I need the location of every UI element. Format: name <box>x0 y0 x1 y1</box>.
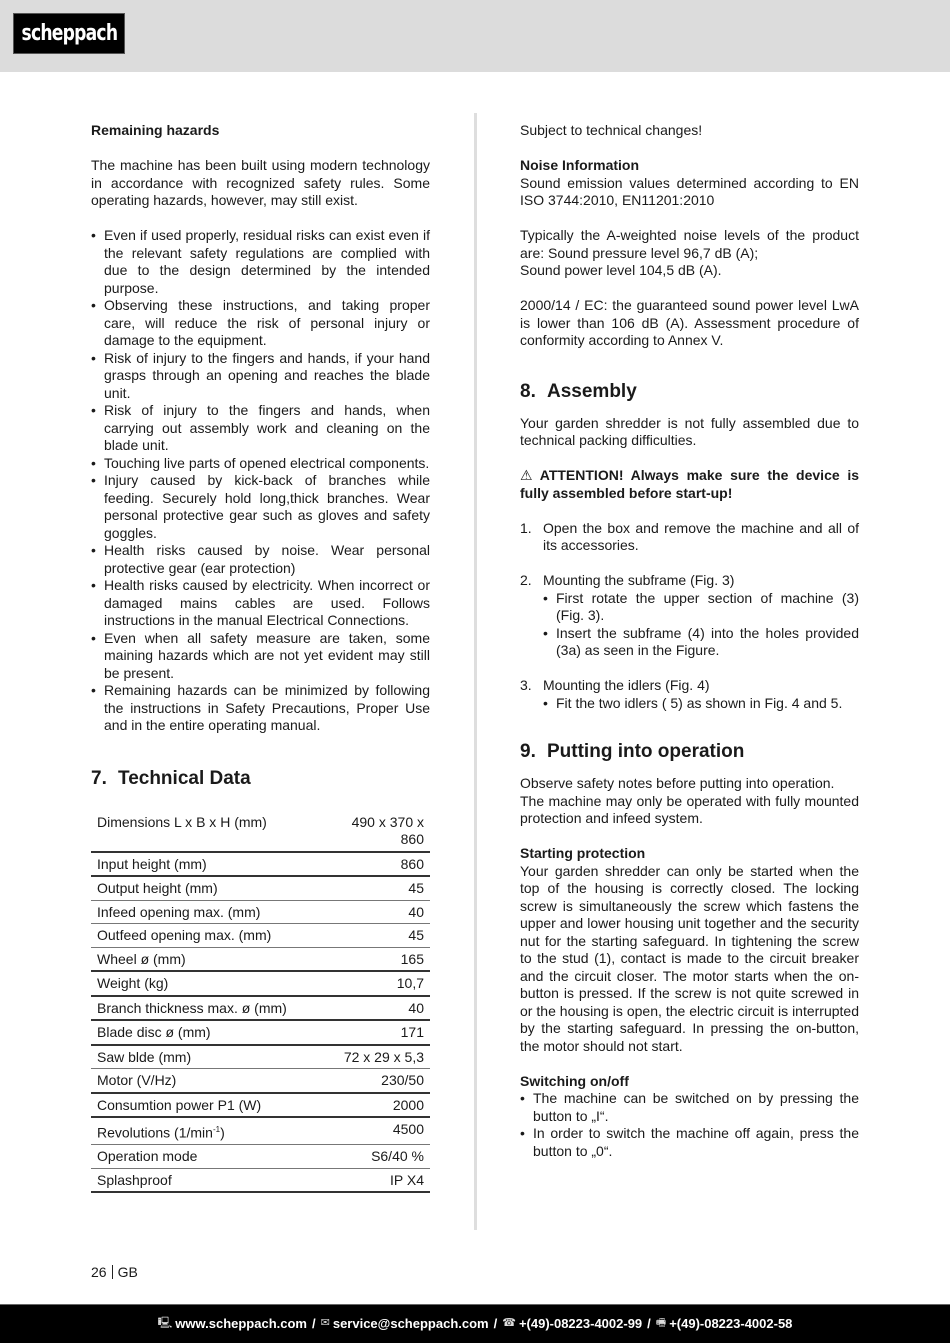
spec-value: 171 <box>323 1020 430 1045</box>
step-text: Mounting the subframe (Fig. 3) <box>543 572 735 588</box>
table-row <box>91 1117 430 1145</box>
spec-value: 10,7 <box>323 971 430 996</box>
spec-value: 45 <box>323 876 430 900</box>
remaining-hazards-title: Remaining hazards <box>91 122 220 138</box>
assembly-intro: Your garden shredder is not fully assembled due to technical packing difficulties. <box>520 414 859 448</box>
spec-label: Consumtion power P1 (W) <box>91 1093 323 1118</box>
mail-icon: ✉ <box>320 1317 330 1330</box>
warning-triangle-icon: ⚠ <box>520 467 533 483</box>
section-title: Technical Data <box>118 767 251 789</box>
table-row <box>91 1168 430 1192</box>
phone-number[interactable]: +(49)-08223-4002-99 <box>518 1316 643 1332</box>
table-row <box>91 996 430 1021</box>
list-item: • The machine can be switched on by pressing the button to „I“. <box>520 1090 859 1125</box>
remaining-hazards-intro: The machine has been built using modern technology in accordance with recognized safety rules. Some operating hazards, however, may still exist. <box>91 157 430 208</box>
assembly-steps <box>520 520 859 713</box>
step-text: Open the box and remove the machine and all of its accessories. <box>543 519 859 553</box>
table-row <box>91 947 430 971</box>
column-divider <box>474 113 477 1230</box>
assembly-step <box>520 677 859 712</box>
assembly-step <box>520 572 859 660</box>
right-column <box>520 122 859 1160</box>
switching-list <box>520 1090 859 1160</box>
list-item: • Health risks caused by noise. Wear personal protective gear (ear protection) <box>91 542 430 577</box>
section-number: 8. <box>520 380 536 402</box>
spec-value: IP X4 <box>323 1168 430 1192</box>
step-number: 2. <box>520 572 532 588</box>
spec-label-main: Revolutions (1/min <box>97 1124 213 1141</box>
page-language: GB <box>117 1264 138 1280</box>
header-band <box>0 0 950 72</box>
list-item: • Touching live parts of opened electrical components. <box>91 455 430 473</box>
technical-data-heading <box>91 767 430 791</box>
list-item: • Fit the two idlers ( 5) as shown in Fig. 4 and 5. <box>543 695 859 713</box>
logo-text: scheppach <box>21 20 117 46</box>
spec-label: Splashproof <box>91 1168 323 1192</box>
table-row <box>91 924 430 948</box>
spec-value: 45 <box>323 924 430 948</box>
assembly-step <box>520 520 859 555</box>
spec-label: Infeed opening max. (mm) <box>91 900 323 924</box>
technical-data-table <box>91 811 430 1194</box>
spec-label: Dimensions L x B x H (mm) <box>91 811 323 852</box>
spec-label: Wheel ø (mm) <box>91 947 323 971</box>
operation-intro-line2: The machine may only be operated with fully mounted protection and infeed system. <box>520 792 859 826</box>
left-column <box>91 122 430 1193</box>
list-item: • Remaining hazards can be minimized by following the instructions in Safety Precautions, Proper Use and in the entire operating manual. <box>91 682 430 735</box>
spec-label: Branch thickness max. ø (mm) <box>91 996 323 1021</box>
step-text: Mounting the idlers (Fig. 4) <box>543 677 710 693</box>
table-row <box>91 852 430 877</box>
fax-icon: 🖷 <box>655 1317 667 1330</box>
list-item: • Risk of injury to the fingers and hands, when carrying out assembly work and cleaning on the blade unit. <box>91 402 430 455</box>
step-number: 3. <box>520 677 532 693</box>
table-row <box>91 1020 430 1045</box>
spec-value: S6/40 % <box>323 1145 430 1169</box>
noise-information-title: Noise Information <box>520 157 640 173</box>
starting-protection-text: Your garden shredder can only be started when the top of the housing is correctly closed. The locking screw is simultaneously the screw which fastens the upper and lower housing unit together and the security nut for the starting safeguard. In tightening the screw to the stud (1), contact is made to the circuit breaker and the circuit closer. The motor starts when the on-button is pressed. If the screw is not quite screwed in or the housing is open, the electric circuit is interrupted by the starting safeguard. In pressing the on-button, the motor should not start. <box>520 862 859 1054</box>
spec-label: Weight (kg) <box>91 971 323 996</box>
table-row <box>91 971 430 996</box>
noise-standard-text: Sound emission values determined according to EN ISO 3744:2010, EN11201:2010 <box>520 174 859 208</box>
step-bullets <box>543 590 859 660</box>
section-number: 9. <box>520 741 536 762</box>
website-link[interactable]: www.scheppach.com <box>175 1316 307 1332</box>
table-row <box>91 876 430 900</box>
step-number: 1. <box>520 519 532 536</box>
page-number <box>91 1264 138 1282</box>
noise-levels-text: Typically the A-weighted noise levels of the product are: Sound pressure level 96,7 dB (A); <box>520 227 859 261</box>
spec-label: Output height (mm) <box>91 876 323 900</box>
spec-label: Blade disc ø (mm) <box>91 1020 323 1045</box>
spec-value: 72 x 29 x 5,3 <box>323 1045 430 1069</box>
page-number-separator <box>112 1265 113 1279</box>
list-item: • Even if used properly, residual risks can exist even if the relevant safety regulations are complied with due to the design determined by the intended purpose. <box>91 227 430 297</box>
table-row <box>91 900 430 924</box>
table-row <box>91 1093 430 1118</box>
contact-footer <box>0 1304 950 1343</box>
spec-value: 40 <box>323 900 430 924</box>
list-item: • Injury caused by kick-back of branches while feeding. Securely hold long,thick branches. Wear personal protective gear such as gloves and safety goggles. <box>91 472 430 542</box>
list-item: • Observing these instructions, and taking proper care, will reduce the risk of personal injury or damage to the equipment. <box>91 297 430 350</box>
computer-icon: 🖳 <box>157 1317 173 1330</box>
table-row <box>91 1069 430 1093</box>
page-number-value: 26 <box>91 1264 107 1280</box>
phone-icon: ☎ <box>502 1317 516 1330</box>
spec-label-end: ) <box>220 1124 225 1141</box>
table-row <box>91 1045 430 1069</box>
spec-label: Outfeed opening max. (mm) <box>91 924 323 948</box>
section-title: Assembly <box>547 380 637 402</box>
spec-label: Motor (V/Hz) <box>91 1069 323 1093</box>
list-item: • In order to switch the machine off again, press the button to „0“. <box>520 1125 859 1160</box>
fax-number: +(49)-08223-4002-58 <box>669 1316 793 1332</box>
table-row <box>91 1145 430 1169</box>
spec-label: Operation mode <box>91 1145 323 1169</box>
spec-value: 165 <box>323 947 430 971</box>
operation-heading <box>520 740 859 764</box>
assembly-warning <box>520 467 859 502</box>
spec-value: 40 <box>323 996 430 1021</box>
separator: / <box>493 1316 498 1332</box>
scheppach-logo <box>13 13 125 54</box>
section-number: 7. <box>91 767 107 789</box>
separator: / <box>312 1316 316 1332</box>
subject-to-changes-note: Subject to technical changes! <box>520 122 703 138</box>
sound-power-level-text: Sound power level 104,5 dB (A). <box>520 262 722 278</box>
spec-value: 2000 <box>323 1093 430 1118</box>
switching-title: Switching on/off <box>520 1072 629 1089</box>
starting-protection-title: Starting protection <box>520 845 646 861</box>
spec-value: 4500 <box>323 1117 430 1145</box>
noise-directive-text: 2000/14 / EC: the guaranteed sound power level LwA is lower than 106 dB (A). Assessment procedure of conformity according to Annex V. <box>520 297 859 348</box>
hazards-list <box>91 227 430 735</box>
spec-label <box>91 1117 323 1145</box>
spec-value: 490 x 370 x 860 <box>323 811 430 852</box>
list-item: • Even when all safety measure are taken, some maining hazards which are not yet evident may still be present. <box>91 630 430 683</box>
spec-value: 230/50 <box>323 1069 430 1093</box>
email-link[interactable]: service@scheppach.com <box>332 1316 489 1332</box>
operation-intro-line1: Observe safety notes before putting into operation. <box>520 775 835 791</box>
spec-label-superscript: -1 <box>212 1125 221 1134</box>
list-item: • Insert the subframe (4) into the holes provided (3a) as seen in the Figure. <box>543 625 859 660</box>
list-item: • Health risks caused by electricity. When incorrect or damaged mains cables are used. Follows instructions in the manual Electrical Connections. <box>91 577 430 630</box>
table-row <box>91 811 430 852</box>
step-bullets <box>543 695 859 713</box>
section-title: Putting into operation <box>547 741 745 762</box>
list-item: • First rotate the upper section of machine (3) (Fig. 3). <box>543 590 859 625</box>
spec-label: Saw blde (mm) <box>91 1045 323 1069</box>
spec-value: 860 <box>323 852 430 877</box>
spec-label: Input height (mm) <box>91 852 323 877</box>
separator: / <box>647 1316 651 1332</box>
warning-text: ATTENTION! Always make sure the device is fully assembled before start-up! <box>520 467 860 501</box>
list-item: • Risk of injury to the fingers and hands, if your hand grasps through an opening and reaches the blade unit. <box>91 350 430 403</box>
assembly-heading <box>520 380 859 404</box>
